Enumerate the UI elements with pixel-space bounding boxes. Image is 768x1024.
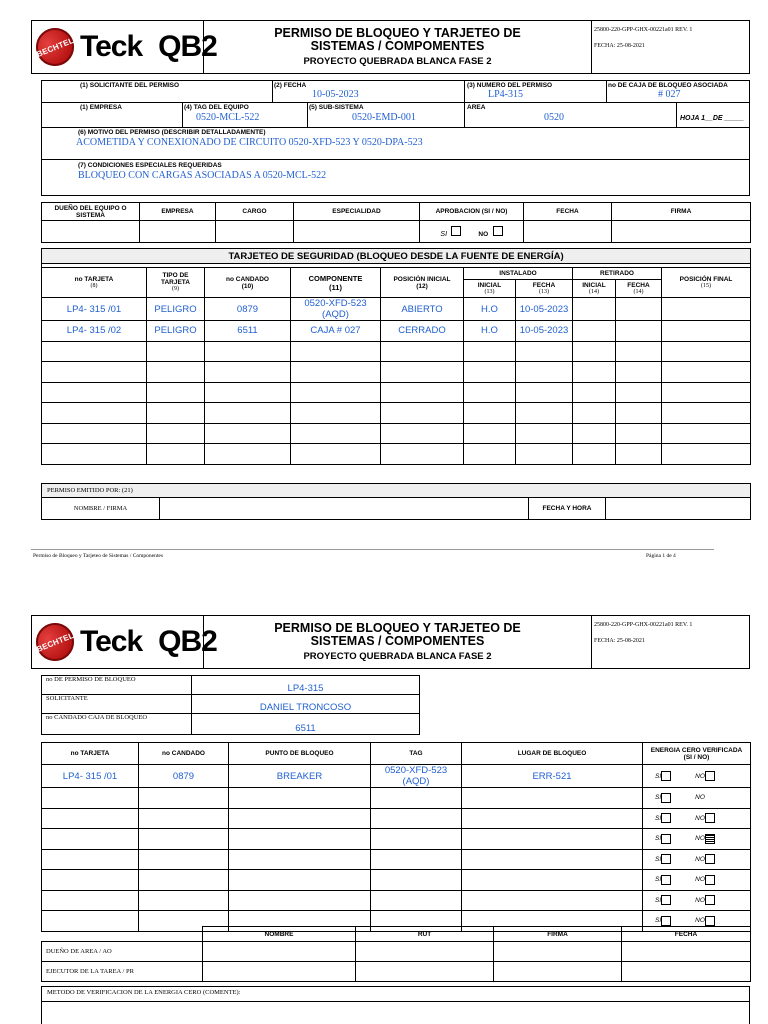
approval-header-empresa: EMPRESA [140,203,216,221]
col-componente: COMPONENTE (11) [291,268,381,298]
info-label: no DE PERMISO DE BLOQUEO [42,676,192,695]
tarjeteo-cell[interactable] [464,362,516,383]
p2-cell[interactable]: BREAKER [229,765,371,788]
area-label: AREA [467,104,486,111]
tarjeteo-cell[interactable] [291,403,381,424]
tarjeteo-cell[interactable] [42,382,147,403]
tarjeteo-row [42,321,751,342]
page1-subtitle: PROYECTO QUEBRADA BLANCA FASE 2 [303,56,492,67]
tarjeteo-cell[interactable]: 10-05-2023 [516,321,573,342]
no-label: NO [695,814,705,822]
approval-header-aprobacion: APROBACION (SI / NO) [420,203,524,221]
p2-cell[interactable] [139,808,229,829]
caja-label: no DE CAJA DE BLOQUEO ASOCIADA [608,82,728,89]
tarjeteo-cell[interactable] [291,362,381,383]
tarjeteo-cell[interactable]: 6511 [205,321,291,342]
p2-cell[interactable] [462,849,643,870]
tarjeteo-cell[interactable] [662,423,751,444]
page1-footer-line [31,549,714,550]
p2-cell[interactable] [462,829,643,850]
emitido-label: PERMISO EMITIDO POR: (21) [42,484,751,498]
page1-doc-date: FECHA: 25-08-2021 [594,43,645,49]
condiciones-label: (7) CONDICIONES ESPECIALES REQUERIDAS [78,162,222,169]
tarjeteo-cell[interactable] [147,444,205,465]
col-tarjeta: no TARJETA (8) [42,268,147,298]
p2-row [42,870,751,891]
tarjeteo-cell[interactable] [147,362,205,383]
p2-cell[interactable] [42,788,139,809]
tarjeteo-cell[interactable]: PELIGRO [147,298,205,321]
p2-cell[interactable] [462,870,643,891]
energia-check-cell [643,788,751,809]
fecha-value: 10-05-2023 [312,89,359,100]
p2-cell[interactable]: ERR-521 [462,765,643,788]
approval-header-firma: FIRMA [612,203,751,221]
no-label: NO [695,876,705,884]
energia-check-cell [643,808,751,829]
tarjeteo-cell[interactable]: LP4- 315 /01 [42,298,147,321]
tarjeteo-cell[interactable] [573,321,616,342]
tarjeteo-row [42,382,751,403]
page2-main-table [41,742,751,932]
tarjeteo-cell[interactable]: H.O [464,298,516,321]
tarjeteo-cell[interactable] [147,423,205,444]
p2-col-tag: TAG [371,743,462,765]
energia-check-cell [643,829,751,850]
tarjeteo-row [42,362,751,383]
col-ret-fecha: FECHA (14) [616,280,662,298]
si-label: SI [655,794,662,802]
p2-cell[interactable]: 0879 [139,765,229,788]
si-label: SI [440,230,448,238]
tarjeteo-cell[interactable] [616,423,662,444]
tarjeteo-cell[interactable]: CERRADO [381,321,464,342]
signer-cell[interactable] [203,962,356,982]
bechtel-logo: BECHTEL [30,22,79,71]
page2-doc-info [594,622,749,645]
p2-row [42,829,751,850]
tarjeteo-cell[interactable] [147,382,205,403]
bechtel-logo: BECHTEL [30,617,79,666]
tarjeteo-cell[interactable] [205,382,291,403]
signers-corner [42,927,203,942]
fields-row1 [42,81,749,103]
si-checkbox[interactable] [661,875,671,885]
col-instalado: INSTALADO [464,268,573,280]
teck-logo: Teck [80,625,143,658]
tarjeteo-cell[interactable] [42,341,147,362]
area-value: 0520 [544,112,564,123]
tarjeteo-cell[interactable] [573,403,616,424]
tarjeteo-cell[interactable] [616,341,662,362]
divider [464,81,465,102]
p2-cell[interactable] [139,849,229,870]
col-posicion: POSICIÓN INICIAL (12) [381,268,464,298]
approval-header-cargo: CARGO [216,203,294,221]
page1-footer-right: Página 1 de 4 [646,553,676,559]
tarjeteo-cell[interactable] [205,362,291,383]
page2-signers-table [41,926,751,982]
si-label: SI [655,772,662,780]
fields-row3 [42,128,749,160]
divider [464,103,465,127]
fecha-label: (2) FECHA [274,82,307,89]
fields-row4 [42,160,749,195]
tarjeteo-cell[interactable] [381,444,464,465]
p2-col-punto: PUNTO DE BLOQUEO [229,743,371,765]
approval-cell[interactable] [524,221,612,243]
tarjeteo-cell[interactable]: LP4- 315 /02 [42,321,147,342]
no-label: NO [695,896,705,904]
page2-title: PERMISO DE BLOQUEO Y TARJETEO DE SISTEMAS / COMPOMENTES [274,621,521,648]
info-label: SOLICITANTE [42,695,192,714]
tarjeteo-cell[interactable] [381,382,464,403]
tarjeteo-table [41,248,751,465]
tarjeteo-cell[interactable] [516,341,573,362]
signers-header-fecha: FECHA [622,927,751,942]
approval-cell[interactable] [42,221,140,243]
approval-header-especialidad: ESPECIALIDAD [294,203,420,221]
signer-cell[interactable] [356,942,494,962]
p2-col-lugar: LUGAR DE BLOQUEO [462,743,643,765]
p2-row [42,849,751,870]
fecha-hora-label: FECHA Y HORA [529,498,606,520]
p2-cell[interactable] [139,788,229,809]
si-label: SI [655,855,662,863]
signer-cell[interactable] [356,962,494,982]
subsistema-value: 0520-EMD-001 [352,112,416,123]
no-checkbox[interactable] [705,875,715,885]
page2-doc-date: FECHA: 25-08-2021 [594,638,645,644]
divider [272,81,273,102]
tarjeteo-cell[interactable] [381,341,464,362]
tarjeteo-cell[interactable] [381,423,464,444]
no-label: NO [695,772,705,780]
tarjeteo-cell[interactable] [616,362,662,383]
p2-cell[interactable] [462,808,643,829]
qb2-logo: QB2 [158,30,217,63]
tarjeteo-cell[interactable] [662,382,751,403]
tarjeteo-cell[interactable] [616,321,662,342]
si-checkbox[interactable] [661,916,671,926]
si-checkbox[interactable] [661,895,671,905]
p2-cell[interactable] [42,849,139,870]
metodo-box [41,986,750,1024]
tag-label: (4) TAG DEL EQUIPO [184,104,249,111]
approval-cell[interactable] [216,221,294,243]
signer-cell[interactable] [203,942,356,962]
page1-logo-area [32,21,217,73]
tarjeteo-cell[interactable] [205,341,291,362]
signer-ao-label: DUEÑO DE AREA / AO [42,942,203,962]
col-retirado: RETIRADO [573,268,662,280]
energia-check-cell [643,870,751,891]
tarjeteo-cell[interactable] [291,423,381,444]
emitido-table [41,483,751,520]
tarjeteo-cell[interactable] [573,341,616,362]
energia-check-cell [643,849,751,870]
tarjeteo-cell[interactable] [42,403,147,424]
approval-cell[interactable] [140,221,216,243]
signer-cell[interactable] [494,962,622,982]
p2-col-tarjeta: no TARJETA [42,743,139,765]
tarjeteo-row [42,298,751,321]
approval-si-no-cell [420,221,524,243]
signers-header-nombre: NOMBRE [203,927,356,942]
no-checkbox[interactable] [705,813,715,823]
approval-cell[interactable] [612,221,751,243]
p2-cell[interactable] [229,788,371,809]
tarjeteo-cell[interactable] [616,298,662,321]
page1-title-area [204,21,592,73]
fecha-hora-field[interactable] [606,498,751,520]
tarjeteo-cell[interactable] [662,403,751,424]
si-checkbox[interactable] [451,226,461,236]
divider [307,103,308,127]
motivo-label: (6) MOTIVO DEL PERMISO (DESCRIBIR DETALLADAMENTE) [78,129,266,136]
page2-info-table [41,675,420,735]
p2-cell[interactable] [229,829,371,850]
tarjeteo-title: TARJETEO DE SEGURIDAD (BLOQUEO DESDE LA FUENTE DE ENERGÍA) [42,249,751,264]
tarjeteo-cell[interactable]: H.O [464,321,516,342]
tarjeteo-cell[interactable]: CAJA # 027 [291,321,381,342]
p2-cell[interactable] [42,829,139,850]
tag-value: 0520-MCL-522 [196,112,260,123]
no-checkbox[interactable] [705,854,715,864]
p2-cell[interactable] [371,870,462,891]
page2-doc-code: 25800-220-GPP-GHX-00221a01 REV. 1 [594,622,693,628]
tarjeteo-cell[interactable] [516,423,573,444]
nombre-firma-field[interactable] [160,498,529,520]
page2-logo-area [32,616,217,668]
col-inst-fecha: FECHA (13) [516,280,573,298]
p2-row [42,765,751,788]
page1-doc-code: 25800-220-GPP-GHX-00221a01 REV. 1 [594,27,693,33]
tarjeteo-cell[interactable] [42,423,147,444]
approval-table [41,202,751,243]
col-tipo: TIPO DE TARJETA (9) [147,268,205,298]
p2-cell[interactable] [371,849,462,870]
divider [182,103,183,127]
p2-cell[interactable]: 0520-XFD-523 (AQD) [371,765,462,788]
info-label: no CANDADO CAJA DE BLOQUEO [42,714,192,735]
tarjeteo-cell[interactable]: PELIGRO [147,321,205,342]
si-label: SI [655,876,662,884]
no-checkbox[interactable] [705,895,715,905]
tarjeteo-cell[interactable] [291,382,381,403]
tarjeteo-cell[interactable] [464,403,516,424]
condiciones-value: BLOQUEO CON CARGAS ASOCIADAS A 0520-MCL-522 [78,170,327,181]
divider [606,81,607,102]
signers-header-rut: RUT [356,927,494,942]
page2-title-area [204,616,592,668]
subsistema-label: (5) SUB-SISTEMA [309,104,364,111]
p2-col-candado: no CANDADO [139,743,229,765]
tarjeteo-cell[interactable] [516,403,573,424]
fields-row2 [42,103,749,128]
si-label: SI [655,835,662,843]
p2-cell[interactable] [42,890,139,911]
tarjeteo-cell[interactable] [147,341,205,362]
divider [676,103,677,127]
tarjeteo-cell[interactable] [464,444,516,465]
tarjeteo-cell[interactable] [464,423,516,444]
tarjeteo-cell[interactable] [516,444,573,465]
si-checkbox[interactable] [661,771,671,781]
tarjeteo-cell[interactable]: 0520-XFD-523 (AQD) [291,298,381,321]
tarjeteo-cell[interactable] [662,321,751,342]
tarjeteo-cell[interactable] [464,341,516,362]
tarjeteo-cell[interactable] [147,403,205,424]
p2-col-energia: ENERGIA CERO VERIFICADA (SI / NO) [643,743,751,765]
p2-row [42,808,751,829]
si-label: SI [655,814,662,822]
numero-value: LP4-315 [488,89,523,100]
p2-cell[interactable] [462,788,643,809]
tarjeteo-cell[interactable] [662,298,751,321]
approval-header-owner: DUEÑO DEL EQUIPO O SISTEMA [42,203,140,221]
page1-header [31,20,750,74]
tarjeteo-cell[interactable]: 10-05-2023 [516,298,573,321]
p2-cell[interactable] [229,890,371,911]
si-checkbox[interactable] [661,854,671,864]
page1-doc-info [594,27,749,50]
p2-cell[interactable] [139,870,229,891]
solicitante-label: (1) SOLICITANTE DEL PERMISO [80,82,180,89]
tarjeteo-cell[interactable] [573,423,616,444]
metodo-line [42,1001,749,1002]
tarjeteo-cell[interactable] [662,444,751,465]
tarjeteo-cell[interactable]: ABIERTO [381,298,464,321]
hoja-label: HOJA 1__DE _____ [680,115,744,122]
tarjeteo-cell[interactable] [205,444,291,465]
no-checkbox[interactable] [705,834,715,844]
tarjeteo-cell[interactable] [662,341,751,362]
si-checkbox[interactable] [661,813,671,823]
tarjeteo-cell[interactable] [291,341,381,362]
p2-cell[interactable]: LP4- 315 /01 [42,765,139,788]
no-checkbox[interactable] [705,916,715,926]
p2-cell[interactable] [229,808,371,829]
si-label: SI [655,917,662,925]
info-value-permiso: LP4-315 [192,676,420,695]
signer-pr-label: EJECUTOR DE LA TAREA / PR [42,962,203,982]
approval-header-fecha: FECHA [524,203,612,221]
p2-row [42,788,751,809]
p2-cell[interactable] [371,788,462,809]
signer-cell[interactable] [494,942,622,962]
tarjeteo-cell[interactable] [291,444,381,465]
p2-cell[interactable] [42,870,139,891]
empresa-label: (1) EMPRESA [80,104,122,111]
col-ret-inicial: INICIAL (14) [573,280,616,298]
tarjeteo-row [42,423,751,444]
energia-check-cell [643,890,751,911]
p2-cell[interactable] [139,829,229,850]
energia-check-cell [643,765,751,788]
signer-cell[interactable] [622,942,751,962]
no-checkbox[interactable] [705,771,715,781]
tarjeteo-cell[interactable] [573,444,616,465]
col-final: POSICIÓN FINAL (15) [662,268,751,298]
tarjeteo-cell[interactable] [516,382,573,403]
col-candado: no CANDADO (10) [205,268,291,298]
tarjeteo-cell[interactable] [573,382,616,403]
tarjeteo-row [42,341,751,362]
no-label: NO [695,855,705,863]
p2-cell[interactable] [371,808,462,829]
p2-cell[interactable] [229,849,371,870]
p2-row [42,890,751,911]
tarjeteo-cell[interactable] [616,382,662,403]
page1-footer-left: Permiso de Bloqueo y Tarjeteo de Sistemas / Componentes [33,553,163,559]
tarjeteo-cell[interactable] [42,362,147,383]
tarjeteo-cell[interactable] [42,444,147,465]
signer-cell[interactable] [622,962,751,982]
tarjeteo-cell[interactable] [662,362,751,383]
no-label: NO [695,794,705,802]
page1-title: PERMISO DE BLOQUEO Y TARJETEO DE SISTEMAS / COMPOMENTES [274,26,521,53]
col-inst-inicial: INICIAL (13) [464,280,516,298]
metodo-label: METODO DE VERIFICACION DE LA ENERGIA CERO (COMENTE): [47,989,241,996]
si-checkbox[interactable] [661,834,671,844]
p2-cell[interactable] [229,870,371,891]
p2-cell[interactable] [371,890,462,911]
tarjeteo-cell[interactable] [381,403,464,424]
qb2-logo: QB2 [158,625,217,658]
tarjeteo-cell[interactable]: 0879 [205,298,291,321]
p2-cell[interactable] [462,890,643,911]
signers-header-firma: FIRMA [494,927,622,942]
numero-label: (3) NUMERO DEL PERMISO [467,82,553,89]
no-checkbox[interactable] [493,226,503,236]
si-label: SI [655,896,662,904]
tarjeteo-cell[interactable] [573,362,616,383]
tarjeteo-cell[interactable] [464,382,516,403]
tarjeteo-cell[interactable] [573,298,616,321]
info-value-candado: 6511 [192,714,420,735]
page1-fields [41,80,750,196]
tarjeteo-cell[interactable] [616,403,662,424]
si-checkbox[interactable] [661,793,671,803]
tarjeteo-cell[interactable] [616,444,662,465]
no-label: NO [478,230,489,238]
info-value-solicitante: DANIEL TRONCOSO [192,695,420,714]
tarjeteo-row [42,444,751,465]
tarjeteo-cell[interactable] [205,423,291,444]
caja-value: # 027 [658,89,681,100]
p2-cell[interactable] [42,808,139,829]
no-label: NO [695,917,705,925]
tarjeteo-cell[interactable] [205,403,291,424]
motivo-value: ACOMETIDA Y CONEXIONADO DE CIRCUITO 0520-XFD-523 Y 0520-DPA-523 [76,137,423,148]
nombre-firma-label: NOMBRE / FIRMA [42,498,160,520]
tarjeteo-cell[interactable] [381,362,464,383]
p2-cell[interactable] [139,890,229,911]
tarjeteo-row [42,403,751,424]
page2-subtitle: PROYECTO QUEBRADA BLANCA FASE 2 [303,651,492,662]
no-label: NO [695,835,705,843]
approval-cell[interactable] [294,221,420,243]
p2-cell[interactable] [371,829,462,850]
page2-header [31,615,750,669]
tarjeteo-cell[interactable] [516,362,573,383]
teck-logo: Teck [80,30,143,63]
